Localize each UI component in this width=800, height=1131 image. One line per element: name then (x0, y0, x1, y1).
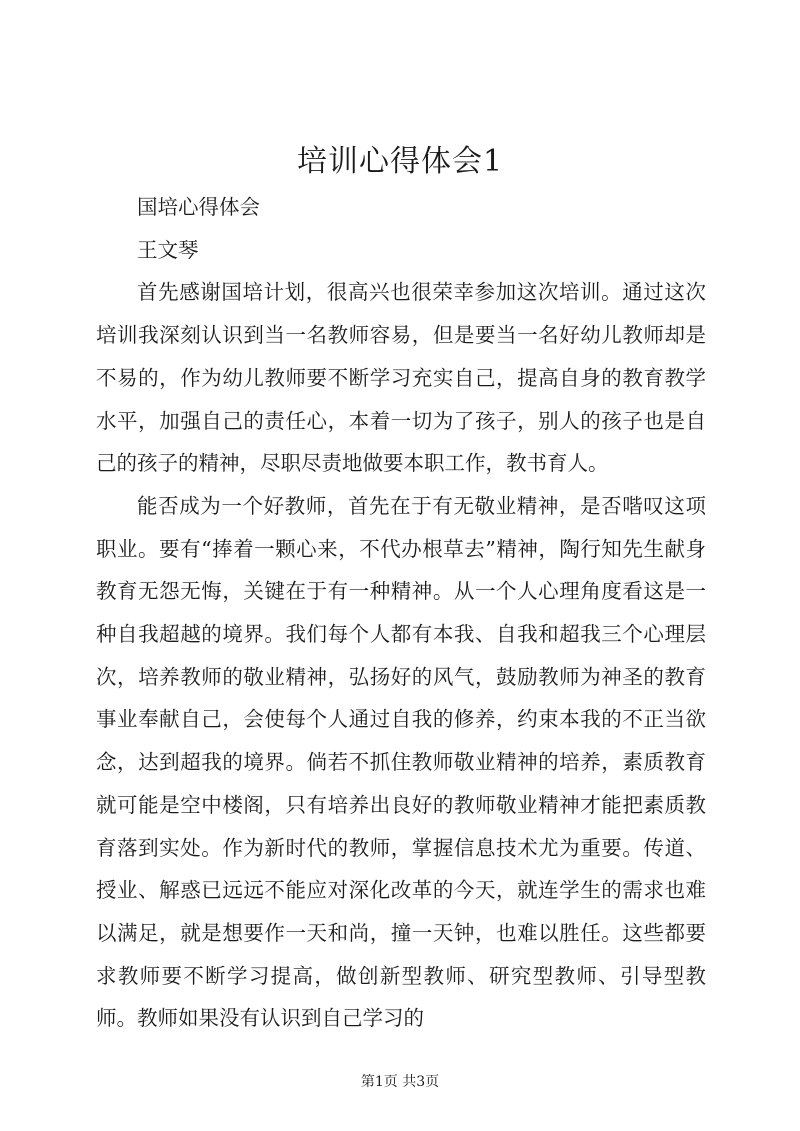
document-body (96, 186, 706, 1040)
paragraph-1: 首先感谢国培计划，很高兴也很荣幸参加这次培训。通过这次培训我深刻认识到当一名教师容易，但是要当一名好幼儿教师却是不易的，作为幼儿教师要不断学习充实自己，提高自身的教育教学水平，加强自己的责任心，本着一切为了孩子，别人的孩子也是自己的孩子的精神，尽职尽责地做要本职工作，教书育人。 (96, 280, 706, 476)
paragraph-subtitle: 国培心得体会 (137, 195, 260, 219)
document-title: 培训心得体会1 (296, 144, 504, 179)
page-footer: 第1页 共3页 (360, 1074, 440, 1090)
paragraph-author: 王文琴 (137, 237, 199, 262)
paragraph-2: 能否成为一个好教师，首先在于有无敬业精神，是否喈叹这项职业。要有“捧着一颗心来，不代办根草去”精神，陶行知先生献身教育无怨无悔，关键在于有一种精神。从一个人心理角度看这是一种自我超越的境界。我们每个人都有本我、自我和超我三个心理层次，培养教师的敬业精神，弘扬好的风气，鼓励教师为神圣的教育事业奉献自己，会使每个人通过自我的修养，约束本我的不正当欲念，达到超我的境界。倘若不抓住教师敬业精神的培养，素质教育就可能是空中楼阁，只有培养出良好的教师敬业精神才能把素质教育落到实处。作为新时代的教师，掌握信息技术尤为重要。传道、授业、解惑已远远不能应对深化改革的今天，就连学生的需求也难以满足，就是想要作一天和尚，撞一天钟，也难以胜任。这些都要求教师要不断学习提高，做创新型教师、研究型教师、引导型教师。教师如果没有认识到自己学习的 (96, 493, 706, 1031)
